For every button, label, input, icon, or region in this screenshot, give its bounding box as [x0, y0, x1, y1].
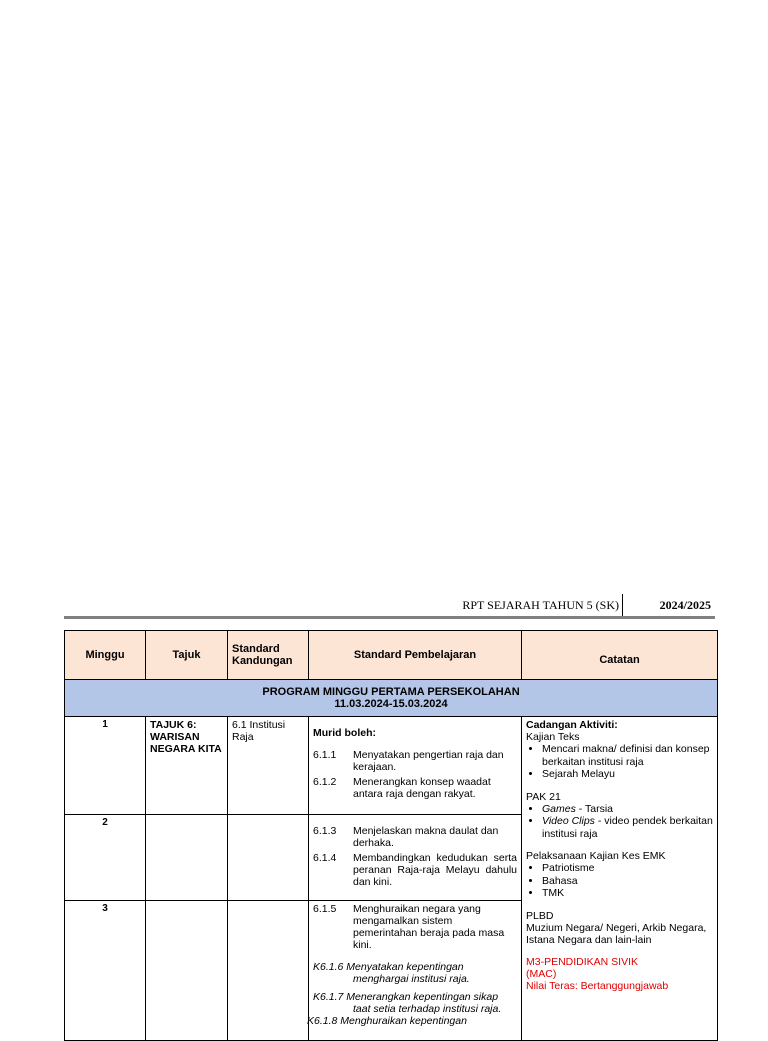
cadangan-heading: Cadangan Aktiviti:: [526, 719, 618, 731]
week-cell: 2: [65, 815, 146, 901]
col-standard-kandungan: Standard Kandungan: [228, 631, 309, 680]
sp-k-item: K6.1.6 Menyatakan kepentingan menghargai institusi raja.: [313, 961, 470, 985]
sp-item: 6.1.3 Menjelaskan makna daulat dan derhaka.: [313, 825, 499, 849]
tajuk-cell: [146, 815, 228, 901]
list-item: • Sejarah Melayu: [542, 768, 713, 781]
col-catatan: Catatan: [522, 631, 718, 680]
table-row: [65, 717, 718, 815]
col-tajuk: Tajuk: [146, 631, 228, 680]
doc-year: 2024/2025: [659, 598, 711, 612]
m3-sivik: M3-PENDIDIKAN SIVIK: [526, 955, 639, 968]
rpt-table: [64, 630, 718, 1041]
sp-cell: [309, 901, 522, 1041]
catatan-cell: [522, 717, 718, 1041]
table-header-row: [65, 631, 718, 680]
week-cell: 3: [65, 901, 146, 1041]
pak21: PAK 21: [526, 790, 561, 803]
sp-item: 6.1.2 Menerangkan konsep waadat antara raja dengan rakyat.: [313, 776, 491, 800]
page-header: [64, 594, 715, 620]
list-item: • Patriotisme: [542, 862, 713, 875]
list-item: • Mencari makna/ definisi dan konsep berkaitan institusi raja: [542, 743, 713, 768]
list-item: • Video Clips - video pendek berkaitan institusi raja: [542, 815, 713, 840]
sp-intro: Murid boleh:: [313, 727, 376, 739]
sp-item: 6.1.4 Membandingkan kedudukan serta peranan Raja-raja Melayu dahulu dan kini.: [313, 852, 517, 888]
emk-list: [526, 862, 713, 900]
program-row: [65, 680, 718, 717]
col-minggu: Minggu: [65, 631, 146, 680]
week-cell: 1: [65, 717, 146, 815]
col-standard-pembelajaran: Standard Pembelajaran: [309, 631, 522, 680]
mac-label: (MAC): [526, 967, 557, 980]
sk-cell: [228, 901, 309, 1041]
header-separator: [622, 594, 623, 616]
plbd-text: Muzium Negara/ Negeri, Arkib Negara, Istana Negara dan lain-lain: [526, 921, 707, 946]
sp-cell: [309, 815, 522, 901]
list-item: • Games - Tarsia: [542, 803, 713, 816]
sk-cell: 6.1 Institusi Raja: [228, 717, 309, 815]
kajian-teks: Kajian Teks: [526, 731, 580, 743]
tajuk-cell: [146, 901, 228, 1041]
pak21-list: [526, 803, 713, 841]
program-banner: [65, 680, 718, 717]
sp-item: 6.1.5 Menghuraikan negara yang mengamalkan sistem pemerintahan beraja pada masa kini.: [313, 903, 505, 951]
kajian-list: [526, 743, 713, 781]
sp-cell: [309, 717, 522, 815]
doc-title: RPT SEJARAH TAHUN 5 (SK): [462, 598, 619, 612]
program-title: PROGRAM MINGGU PERTAMA PERSEKOLAHAN: [262, 686, 520, 698]
sp-k-item: K6.1.8 Menghuraikan kepentingan: [307, 1015, 467, 1027]
header-rule: [64, 616, 715, 619]
plbd: PLBD: [526, 909, 554, 922]
nilai-teras: Nilai Teras: Bertanggungjawab: [526, 979, 669, 992]
list-item: • Bahasa: [542, 875, 713, 888]
sp-item: 6.1.1 Menyatakan pengertian raja dan kerajaan.: [313, 749, 504, 773]
emk-heading: Pelaksanaan Kajian Kes EMK: [526, 850, 666, 862]
sp-k-item: K6.1.7 Menerangkan kepentingan sikap taat setia terhadap institusi raja.: [313, 991, 502, 1015]
list-item: • TMK: [542, 887, 713, 900]
tajuk-cell: TAJUK 6: WARISAN NEGARA KITA: [146, 717, 228, 815]
sk-cell: [228, 815, 309, 901]
program-dates: 11.03.2024-15.03.2024: [334, 698, 448, 710]
